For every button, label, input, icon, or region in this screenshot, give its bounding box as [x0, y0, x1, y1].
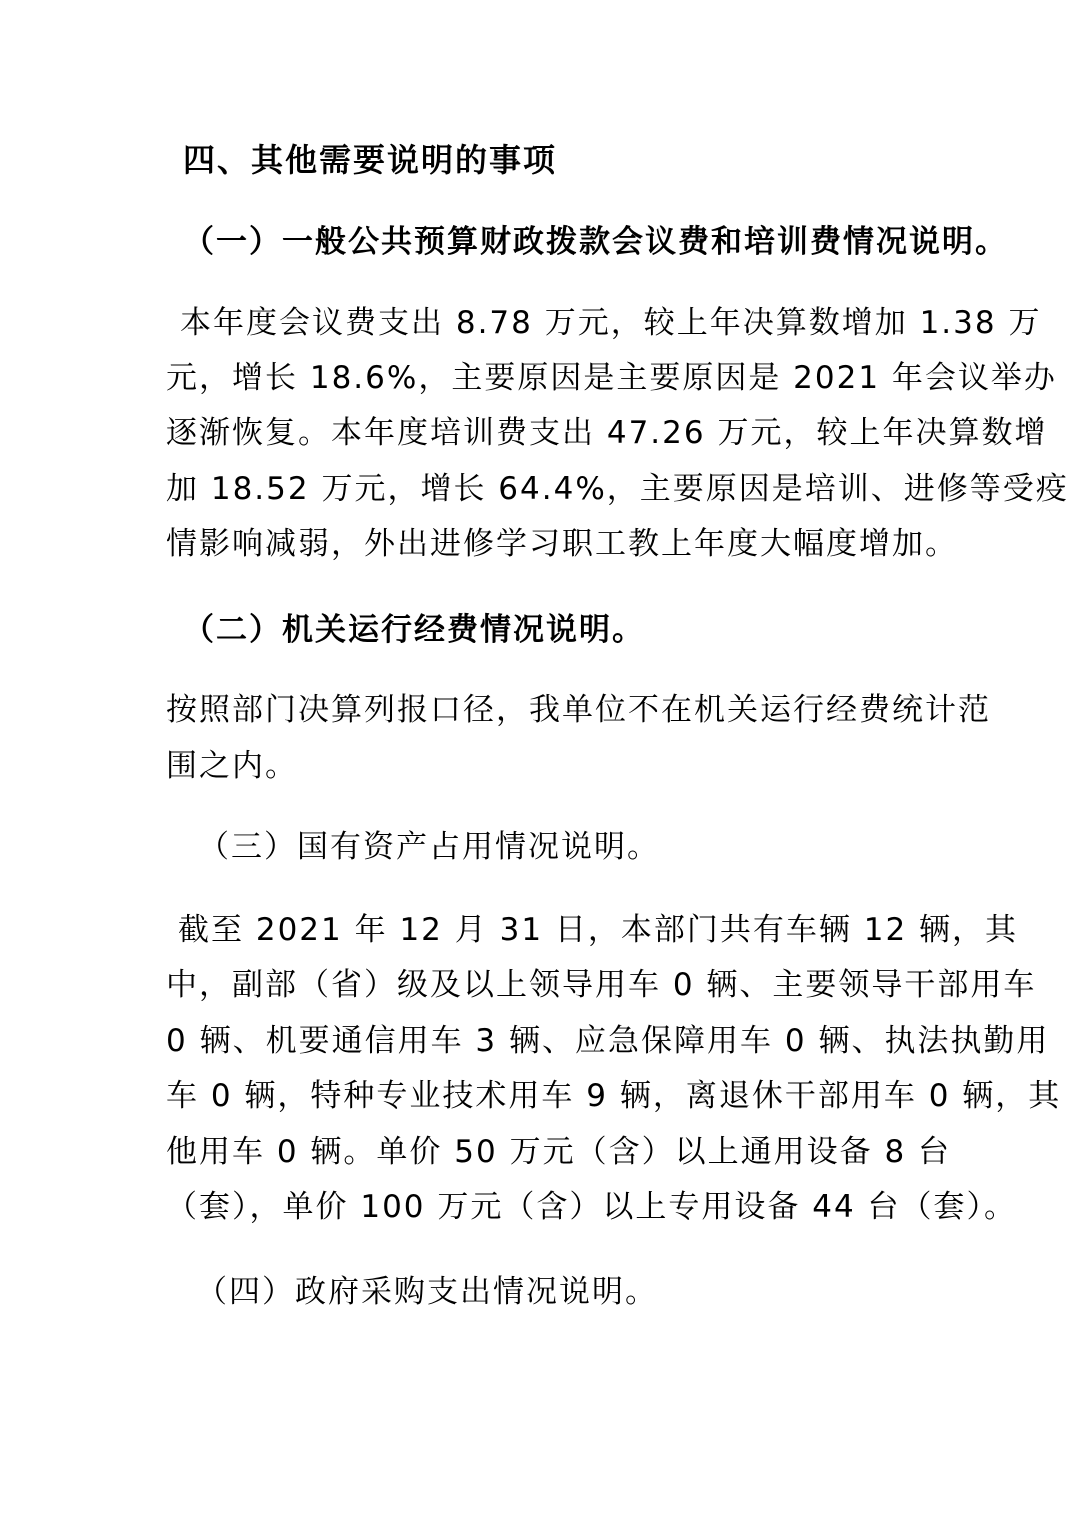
subsection-heading-3: （三）国有资产占用情况说明。 — [198, 829, 660, 865]
subsection-heading-1: （一）一般公共预算财政拨款会议费和培训费情况说明。 — [183, 224, 1008, 260]
paragraph-3-line-1: 截至 2021 年 12 月 31 日，本部门共有车辆 12 辆，其 — [178, 912, 1019, 948]
section-heading: 四、其他需要说明的事项 — [183, 141, 558, 179]
paragraph-1-line-2: 元，增长 18.6%，主要原因是主要原因是 2021 年会议举办 — [166, 360, 1057, 396]
subsection-heading-2: （二）机关运行经费情况说明。 — [183, 612, 645, 648]
paragraph-1-line-3: 逐渐恢复。本年度培训费支出 47.26 万元，较上年决算数增 — [166, 415, 1048, 451]
paragraph-1-line-4: 加 18.52 万元，增长 64.4%，主要原因是培训、进修等受疫 — [166, 471, 1069, 507]
paragraph-1-line-5: 情影响减弱，外出进修学习职工教上年度大幅度增加。 — [166, 526, 958, 562]
paragraph-2-line-2: 围之内。 — [166, 748, 298, 784]
paragraph-3-line-5: 他用车 0 辆。单价 50 万元（含）以上通用设备 8 台 — [166, 1134, 952, 1170]
paragraph-2-line-1: 按照部门决算列报口径，我单位不在机关运行经费统计范 — [166, 692, 991, 728]
paragraph-1-line-1: 本年度会议费支出 8.78 万元，较上年决算数增加 1.38 万 — [180, 305, 1042, 341]
paragraph-3-line-6: （套），单价 100 万元（含）以上专用设备 44 台（套）。 — [166, 1189, 1018, 1225]
paragraph-3-line-2: 中，副部（省）级及以上领导用车 0 辆、主要领导干部用车 — [166, 967, 1037, 1003]
subsection-heading-4: （四）政府采购支出情况说明。 — [196, 1274, 658, 1310]
paragraph-3-line-3: 0 辆、机要通信用车 3 辆、应急保障用车 0 辆、执法执勤用 — [166, 1023, 1050, 1059]
paragraph-3-line-4: 车 0 辆，特种专业技术用车 9 辆，离退休干部用车 0 辆，其 — [166, 1078, 1062, 1114]
